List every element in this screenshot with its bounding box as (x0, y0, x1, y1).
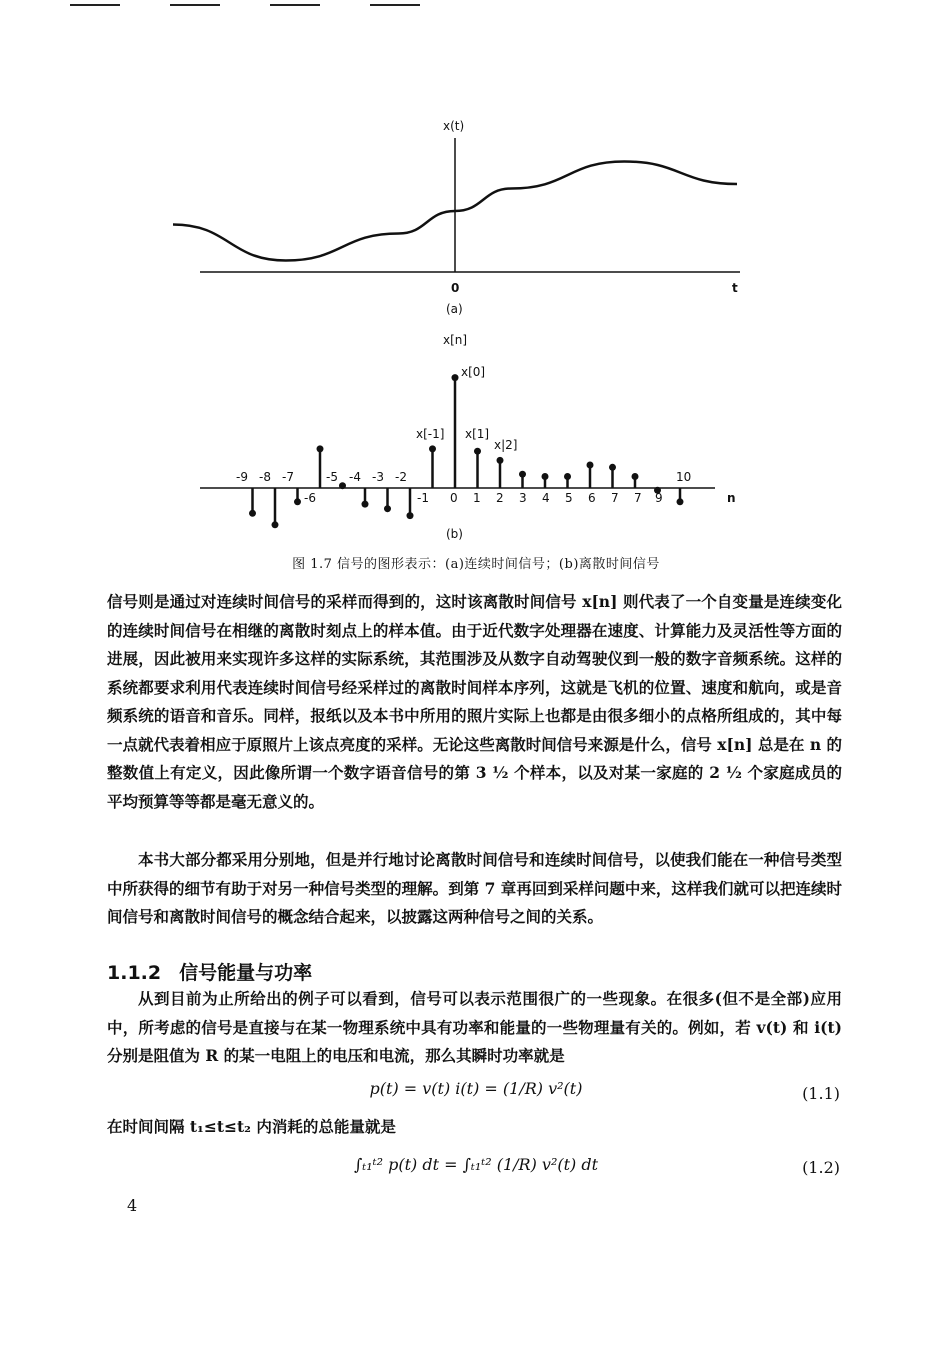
tick-label-n5: 5 (565, 491, 573, 505)
tick-label-n-7: -7 (282, 470, 294, 484)
stem-point (407, 512, 414, 519)
figure-1-7 (0, 0, 952, 550)
sample-label-x-1: x[-1] (416, 427, 445, 441)
stem-point (542, 473, 549, 480)
stem-point (429, 445, 436, 452)
tick-label-n4: 4 (542, 491, 550, 505)
stem-point (272, 521, 279, 528)
stem-point (339, 482, 346, 489)
figure-caption: 图 1.7 信号的图形表示：(a)连续时间信号；(b)离散时间信号 (292, 557, 660, 572)
section-number: 1.1.2 (107, 962, 162, 984)
tick-label-n-1: -1 (417, 491, 429, 505)
tick-label-n-5: -5 (326, 470, 338, 484)
sample-label-x1: x[1] (465, 427, 490, 441)
continuous-signal-panel (173, 119, 740, 316)
n-axis-label: n (727, 491, 736, 505)
equation-1-1-number: (1.1) (802, 1084, 840, 1103)
stem-point (519, 471, 526, 478)
tick-label-n0: 0 (450, 491, 458, 505)
paragraph-3: 从到目前为止所给出的例子可以看到，信号可以表示范围很广的一些现象。在很多(但不是全部)应用中，所考虑的信号是直接与在某一物理系统中具有功率和能量的一些物理量有关的。例如，若 v(t) 和 i(t) 分别是阻值为 R 的某一电阻上的电压和电流，那么其瞬时功率就是 (107, 989, 842, 1065)
stem-point (452, 374, 459, 381)
xt-axis-label: x(t) (443, 119, 465, 133)
origin-label: 0 (451, 281, 460, 295)
tick-label-n3: 3 (519, 491, 527, 505)
equation-1-1: p(t) = v(t) i(t) = (1/R) v²(t) (369, 1079, 583, 1098)
stem-plot (249, 374, 684, 528)
stem-point (497, 457, 504, 464)
tick-label-n-8: -8 (259, 470, 271, 484)
tick-label-n-2: -2 (395, 470, 407, 484)
tick-label-n7: 7 (611, 491, 619, 505)
stem-point (474, 448, 481, 455)
tick-label-n-9: -9 (236, 470, 248, 484)
stem-point (384, 505, 391, 512)
energy-intro-line: 在时间间隔 t₁≤t≤t₂ 内消耗的总能量就是 (107, 1117, 396, 1136)
tick-label-n8: 7 (634, 491, 642, 505)
stem-point (294, 498, 301, 505)
tick-label-n-6: -6 (304, 491, 316, 505)
section-heading (107, 958, 330, 985)
tick-label-n1: 1 (473, 491, 481, 505)
stem-point (587, 462, 594, 469)
stem-point (609, 464, 616, 471)
page-number: 4 (127, 1196, 138, 1215)
sample-label-x2: x|2] (494, 438, 518, 452)
stem-point (317, 445, 324, 452)
equation-1-2: ∫ₜ₁ᵗ² p(t) dt = ∫ₜ₁ᵗ² (1/R) v²(t) dt (353, 1155, 599, 1174)
t-axis-label: t (732, 281, 738, 295)
stem-point (564, 473, 571, 480)
stem-point (632, 473, 639, 480)
panel-b-label: (b) (446, 527, 463, 541)
panel-a-label: (a) (446, 302, 463, 316)
tick-label-n2: 2 (496, 491, 504, 505)
tick-label-n10: 10 (676, 470, 692, 484)
stem-point (362, 501, 369, 508)
xn-axis-label: x[n] (443, 333, 468, 347)
discrete-signal-panel (200, 333, 736, 541)
stem-point (249, 510, 256, 517)
tick-label-n-3: -3 (372, 470, 384, 484)
paragraph-1: 信号则是通过对连续时间信号的采样而得到的，这时该离散时间信号 x[n] 则代表了一个自变量是连续变化的连续时间信号在相继的离散时刻点上的样本值。由于近代数字处理器在速度、计算能力及灵活性等方面的进展，因此被用来实现许多这样的实际系统，其范围涉及从数字自动驾驶仪到一般的数字音频系统。这样的系统都要求利用代表连续时间信号经采样过的离散时间样本序列，这就是飞机的位置、速度和航向，或是音频系统的语音和音乐。同样，报纸以及本书中所用的照片实际上也都是由很多细小的点格所组成的，其中每一点就代表着相应于原照片上该点亮度的采样。无论这些离散时间信号来源是什么，信号 x[n] 总是在 n 的整数值上有定义，因此像所谓一个数字语音信号的第 3 ½ 个样本，以及对某一家庭的 2 ½ 个家庭成员的平均预算等等都是毫无意义的。 (107, 592, 842, 811)
tick-label-n9: 9 (655, 491, 663, 505)
paragraph-2: 本书大部分都采用分别地，但是并行地讨论离散时间信号和连续时间信号，以使我们能在一种信号类型中所获得的细节有助于对另一种信号类型的理解。到第 7 章再回到采样问题中来，这样我们就可以把连续时间信号和离散时间信号的概念结合起来，以披露这两种信号之间的关系。 (107, 850, 842, 926)
sample-label-x0: x[0] (461, 365, 486, 379)
equation-1-2-number: (1.2) (802, 1158, 840, 1177)
stem-point (677, 498, 684, 505)
section-title-text: 信号能量与功率 (179, 962, 313, 984)
tick-label-n-4: -4 (349, 470, 361, 484)
tick-label-n6: 6 (588, 491, 596, 505)
